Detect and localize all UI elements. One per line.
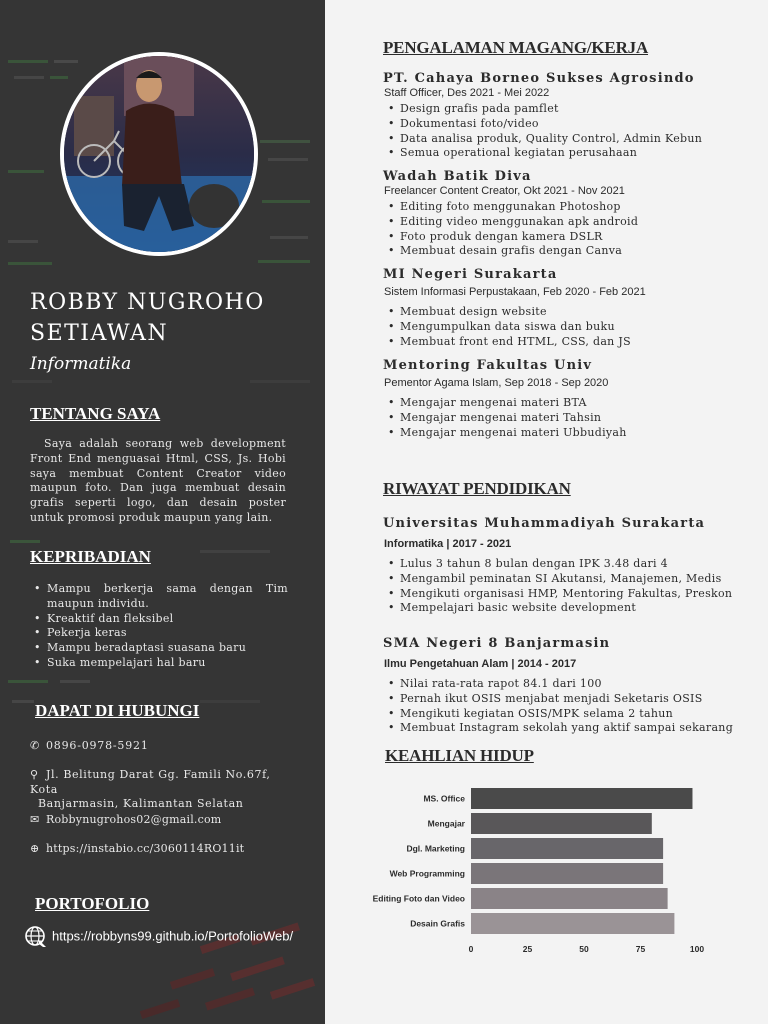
list-item: • Mengumpulkan data siswa dan buku	[385, 320, 631, 335]
phone-row	[30, 739, 149, 754]
full-name	[30, 287, 265, 349]
list-item: • Membuat front end HTML, CSS, dan JS	[385, 335, 631, 350]
experience-heading: PENGALAMAN MAGANG/KERJA	[383, 38, 649, 57]
school-achievements	[385, 557, 732, 616]
address-line-2: Banjarmasin, Kalimantan Selatan	[38, 797, 244, 810]
email-address[interactable]: Robbynugrohos02@gmail.com	[46, 813, 222, 826]
list-item: • Mengajar mengenai materi Ubbudiyah	[385, 426, 627, 441]
category-label: Web Programming	[389, 868, 465, 879]
phone-number: 0896-0978-5921	[46, 739, 149, 752]
list-item: • Pernah ikut OSIS menjabat menjadi Seketaris OSIS	[385, 692, 733, 707]
job-subtitle: Pementor Agama Islam, Sep 2018 - Sep 2020	[384, 377, 609, 389]
x-tick-label: 100	[689, 944, 705, 954]
email-row	[30, 813, 221, 828]
job-duties	[385, 102, 702, 161]
personality-heading: KEPRIBADIAN	[30, 547, 151, 566]
job-title: Mentoring Fakultas Univ	[383, 358, 593, 373]
phone-icon: ✆	[30, 739, 41, 752]
sidebar	[0, 0, 325, 1024]
location-pin-icon: ⚲	[30, 768, 39, 781]
profile-photo	[60, 52, 258, 256]
category-label: Dgl. Marketing	[406, 843, 465, 854]
bar	[471, 863, 663, 884]
mail-icon: ✉	[30, 813, 40, 826]
job-title: Wadah Batik Diva	[383, 169, 532, 184]
list-item: • Data analisa produk, Quality Control, Admin Kebun	[385, 132, 702, 147]
list-item: • Editing video menggunakan apk android	[385, 215, 638, 230]
skills-bar-chart	[365, 784, 765, 956]
x-tick-label: 0	[468, 944, 474, 954]
job-title: MI Negeri Surakarta	[383, 267, 558, 282]
list-item: • Kreaktif dan fleksibel	[30, 612, 288, 627]
instagram-row	[30, 842, 244, 857]
list-item: • Mampu berkerja sama dengan Tim maupun individu.	[30, 582, 288, 612]
job-subtitle: Sistem Informasi Perpustakaan, Feb 2020 - Feb 2021	[384, 286, 646, 298]
job-subtitle: Staff Officer, Des 2021 - Mei 2022	[384, 87, 550, 99]
list-item: • Editing foto menggunakan Photoshop	[385, 200, 638, 215]
list-item: • Membuat Instagram sekolah yang aktif sampai sekarang	[385, 721, 733, 736]
bar	[471, 813, 652, 834]
education-heading: RIWAYAT PENDIDIKAN	[383, 479, 571, 498]
bar	[471, 913, 674, 934]
x-tick-label: 75	[635, 944, 646, 954]
school-achievements	[385, 677, 733, 736]
bar	[471, 788, 692, 809]
name-line-1: ROBBY NUGROHO	[30, 290, 265, 315]
school-subtitle: Informatika | 2017 - 2021	[384, 538, 512, 550]
portfolio-url[interactable]: https://robbyns99.github.io/PortofolioWeb/	[52, 928, 294, 944]
list-item: • Foto produk dengan kamera DSLR	[385, 230, 638, 245]
bar	[471, 838, 663, 859]
list-item: • Mengikuti organisasi HMP, Mentoring Fakultas, Preskon	[385, 587, 732, 602]
job-duties	[385, 305, 631, 349]
list-item: • Nilai rata-rata rapot 84.1 dari 100	[385, 677, 733, 692]
category-label: Mengajar	[427, 818, 465, 829]
category-label: Desain Grafis	[410, 918, 465, 929]
list-item: • Lulus 3 tahun 8 bulan dengan IPK 3.48 dari 4	[385, 557, 732, 572]
about-text: Saya adalah seorang web development Front End menguasai Html, CSS, Js. Hobi saya membuat Content Creator video maupun foto. Dan juga membuat desain grafis seperti logo, dan desain poster untuk promosi produk maupun yang lain.	[30, 437, 286, 524]
list-item: • Mempelajari basic website development	[385, 601, 732, 616]
address-line-1: Jl. Belitung Darat Gg. Famili No.67f, Kota	[30, 768, 271, 796]
school-subtitle: Ilmu Pengetahuan Alam | 2014 - 2017	[384, 658, 577, 670]
name-line-2: SETIAWAN	[30, 321, 169, 346]
web-globe-icon	[24, 925, 48, 949]
list-item: • Mengikuti kegiatan OSIS/MPK selama 2 tahun	[385, 707, 733, 722]
portfolio-row	[24, 925, 293, 949]
list-item: • Mengajar mengenai materi Tahsin	[385, 411, 627, 426]
job-duties	[385, 396, 627, 440]
main-content	[325, 0, 768, 1024]
job-duties	[385, 200, 638, 259]
list-item: • Pekerja keras	[30, 626, 288, 641]
list-item: • Dokumentasi foto/video	[385, 117, 702, 132]
instagram-link[interactable]: https://instabio.cc/3060114RO11it	[46, 842, 245, 855]
school-title: Universitas Muhammadiyah Surakarta	[383, 516, 706, 531]
skills-heading: KEAHLIAN HIDUP	[385, 746, 534, 765]
list-item: • Mengambil peminatan SI Akutansi, Manajemen, Medis	[385, 572, 732, 587]
list-item: • Mampu beradaptasi suasana baru	[30, 641, 288, 656]
contact-heading: DAPAT DI HUBUNGI	[35, 701, 200, 720]
list-item: • Design grafis pada pamflet	[385, 102, 702, 117]
list-item: • Membuat desain grafis dengan Canva	[385, 244, 638, 259]
bar	[471, 888, 668, 909]
list-item: • Suka mempelajari hal baru	[30, 656, 288, 671]
about-heading: TENTANG SAYA	[30, 404, 161, 423]
list-item: • Semua operational kegiatan perusahaan	[385, 146, 702, 161]
x-tick-label: 50	[579, 944, 589, 954]
category-label: MS. Office	[423, 793, 465, 804]
category-label: Editing Foto dan Video	[372, 893, 465, 904]
personality-list	[30, 582, 288, 671]
x-tick-label: 25	[522, 944, 533, 954]
portfolio-heading: PORTOFOLIO	[35, 894, 150, 913]
subtitle: Informatika	[30, 354, 132, 374]
job-subtitle: Freelancer Content Creator, Okt 2021 - Nov 2021	[384, 185, 625, 197]
address-row	[30, 768, 295, 812]
list-item: • Mengajar mengenai materi BTA	[385, 396, 627, 411]
globe-icon: ⊕	[30, 842, 40, 855]
job-title: PT. Cahaya Borneo Sukses Agrosindo	[383, 71, 695, 86]
list-item: • Membuat design website	[385, 305, 631, 320]
school-title: SMA Negeri 8 Banjarmasin	[383, 636, 611, 651]
